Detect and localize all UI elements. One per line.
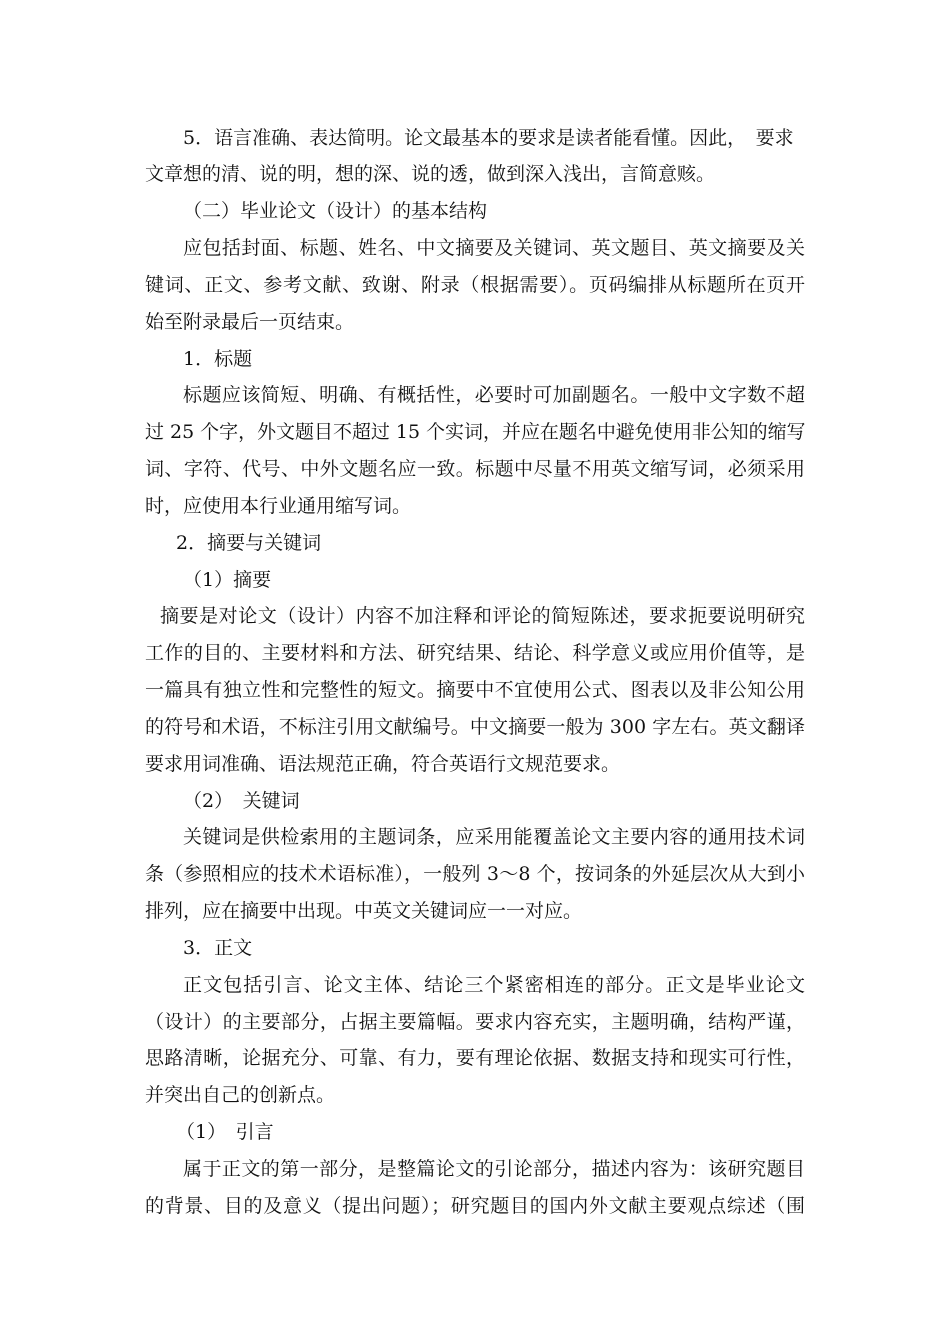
paragraph-line: 键词、正文、参考文献、致谢、附录（根据需要）。页码编排从标题所在页开 <box>145 274 805 296</box>
paragraph-line: 排列，应在摘要中出现。中英文关键词应一一对应。 <box>145 900 583 922</box>
subsection-heading: （1） 引言 <box>176 1121 274 1143</box>
subsection-heading: （2） 关键词 <box>183 790 300 812</box>
paragraph-line: 并突出自己的创新点。 <box>145 1084 336 1106</box>
section-heading: （二）毕业论文（设计）的基本结构 <box>183 200 488 222</box>
paragraph-line: 始至附录最后一页结束。 <box>145 311 355 333</box>
paragraph-line: 5．语言准确、表达简明。论文最基本的要求是读者能看懂。因此， 要求 <box>183 127 794 149</box>
paragraph-line: 思路清晰，论据充分、可靠、有力，要有理论依据、数据支持和现实可行性， <box>145 1047 805 1069</box>
paragraph-line: 时，应使用本行业通用缩写词。 <box>145 495 412 517</box>
paragraph-line: 词、字符、代号、中外文题名应一致。标题中尽量不用英文缩写词，必须采用 <box>145 458 805 480</box>
subsection-heading: 2．摘要与关键词 <box>176 532 322 554</box>
subsection-heading: 3．正文 <box>183 937 253 959</box>
paragraph-line: 关键词是供检索用的主题词条，应采用能覆盖论文主要内容的通用技术词 <box>183 826 805 848</box>
paragraph-line: 正文包括引言、论文主体、结论三个紧密相连的部分。正文是毕业论文 <box>183 974 805 996</box>
paragraph-line: 的背景、目的及意义（提出问题）；研究题目的国内外文献主要观点综述（围 <box>145 1195 805 1217</box>
subsection-heading: 1．标题 <box>183 348 253 370</box>
paragraph-line: （设计）的主要部分，占据主要篇幅。要求内容充实，主题明确，结构严谨， <box>145 1011 805 1033</box>
paragraph-line: 摘要是对论文（设计）内容不加注释和评论的简短陈述，要求扼要说明研究 <box>160 605 805 627</box>
subsection-heading: （1）摘要 <box>183 569 272 591</box>
paragraph-line: 的符号和术语，不标注引用文献编号。中文摘要一般为 300 字左右。英文翻译 <box>145 716 805 738</box>
paragraph-line: 标题应该简短、明确、有概括性，必要时可加副题名。一般中文字数不超 <box>183 384 805 406</box>
paragraph-line: 一篇具有独立性和完整性的短文。摘要中不宜使用公式、图表以及非公知公用 <box>145 679 805 701</box>
paragraph-line: 应包括封面、标题、姓名、中文摘要及关键词、英文题目、英文摘要及关 <box>183 237 805 259</box>
paragraph-line: 工作的目的、主要材料和方法、研究结果、结论、科学意义或应用价值等，是 <box>145 642 805 664</box>
paragraph-line: 过 25 个字，外文题目不超过 15 个实词，并应在题名中避免使用非公知的缩写 <box>145 421 806 443</box>
paragraph-line: 要求用词准确、语法规范正确，符合英语行文规范要求。 <box>145 753 621 775</box>
paragraph-line: 条（参照相应的技术术语标准），一般列 3～8 个，按词条的外延层次从大到小 <box>145 863 805 885</box>
paragraph-line: 属于正文的第一部分，是整篇论文的引论部分，描述内容为：该研究题目 <box>183 1158 805 1180</box>
paragraph-line: 文章想的清、说的明，想的深、说的透，做到深入浅出，言简意赅。 <box>145 163 716 185</box>
